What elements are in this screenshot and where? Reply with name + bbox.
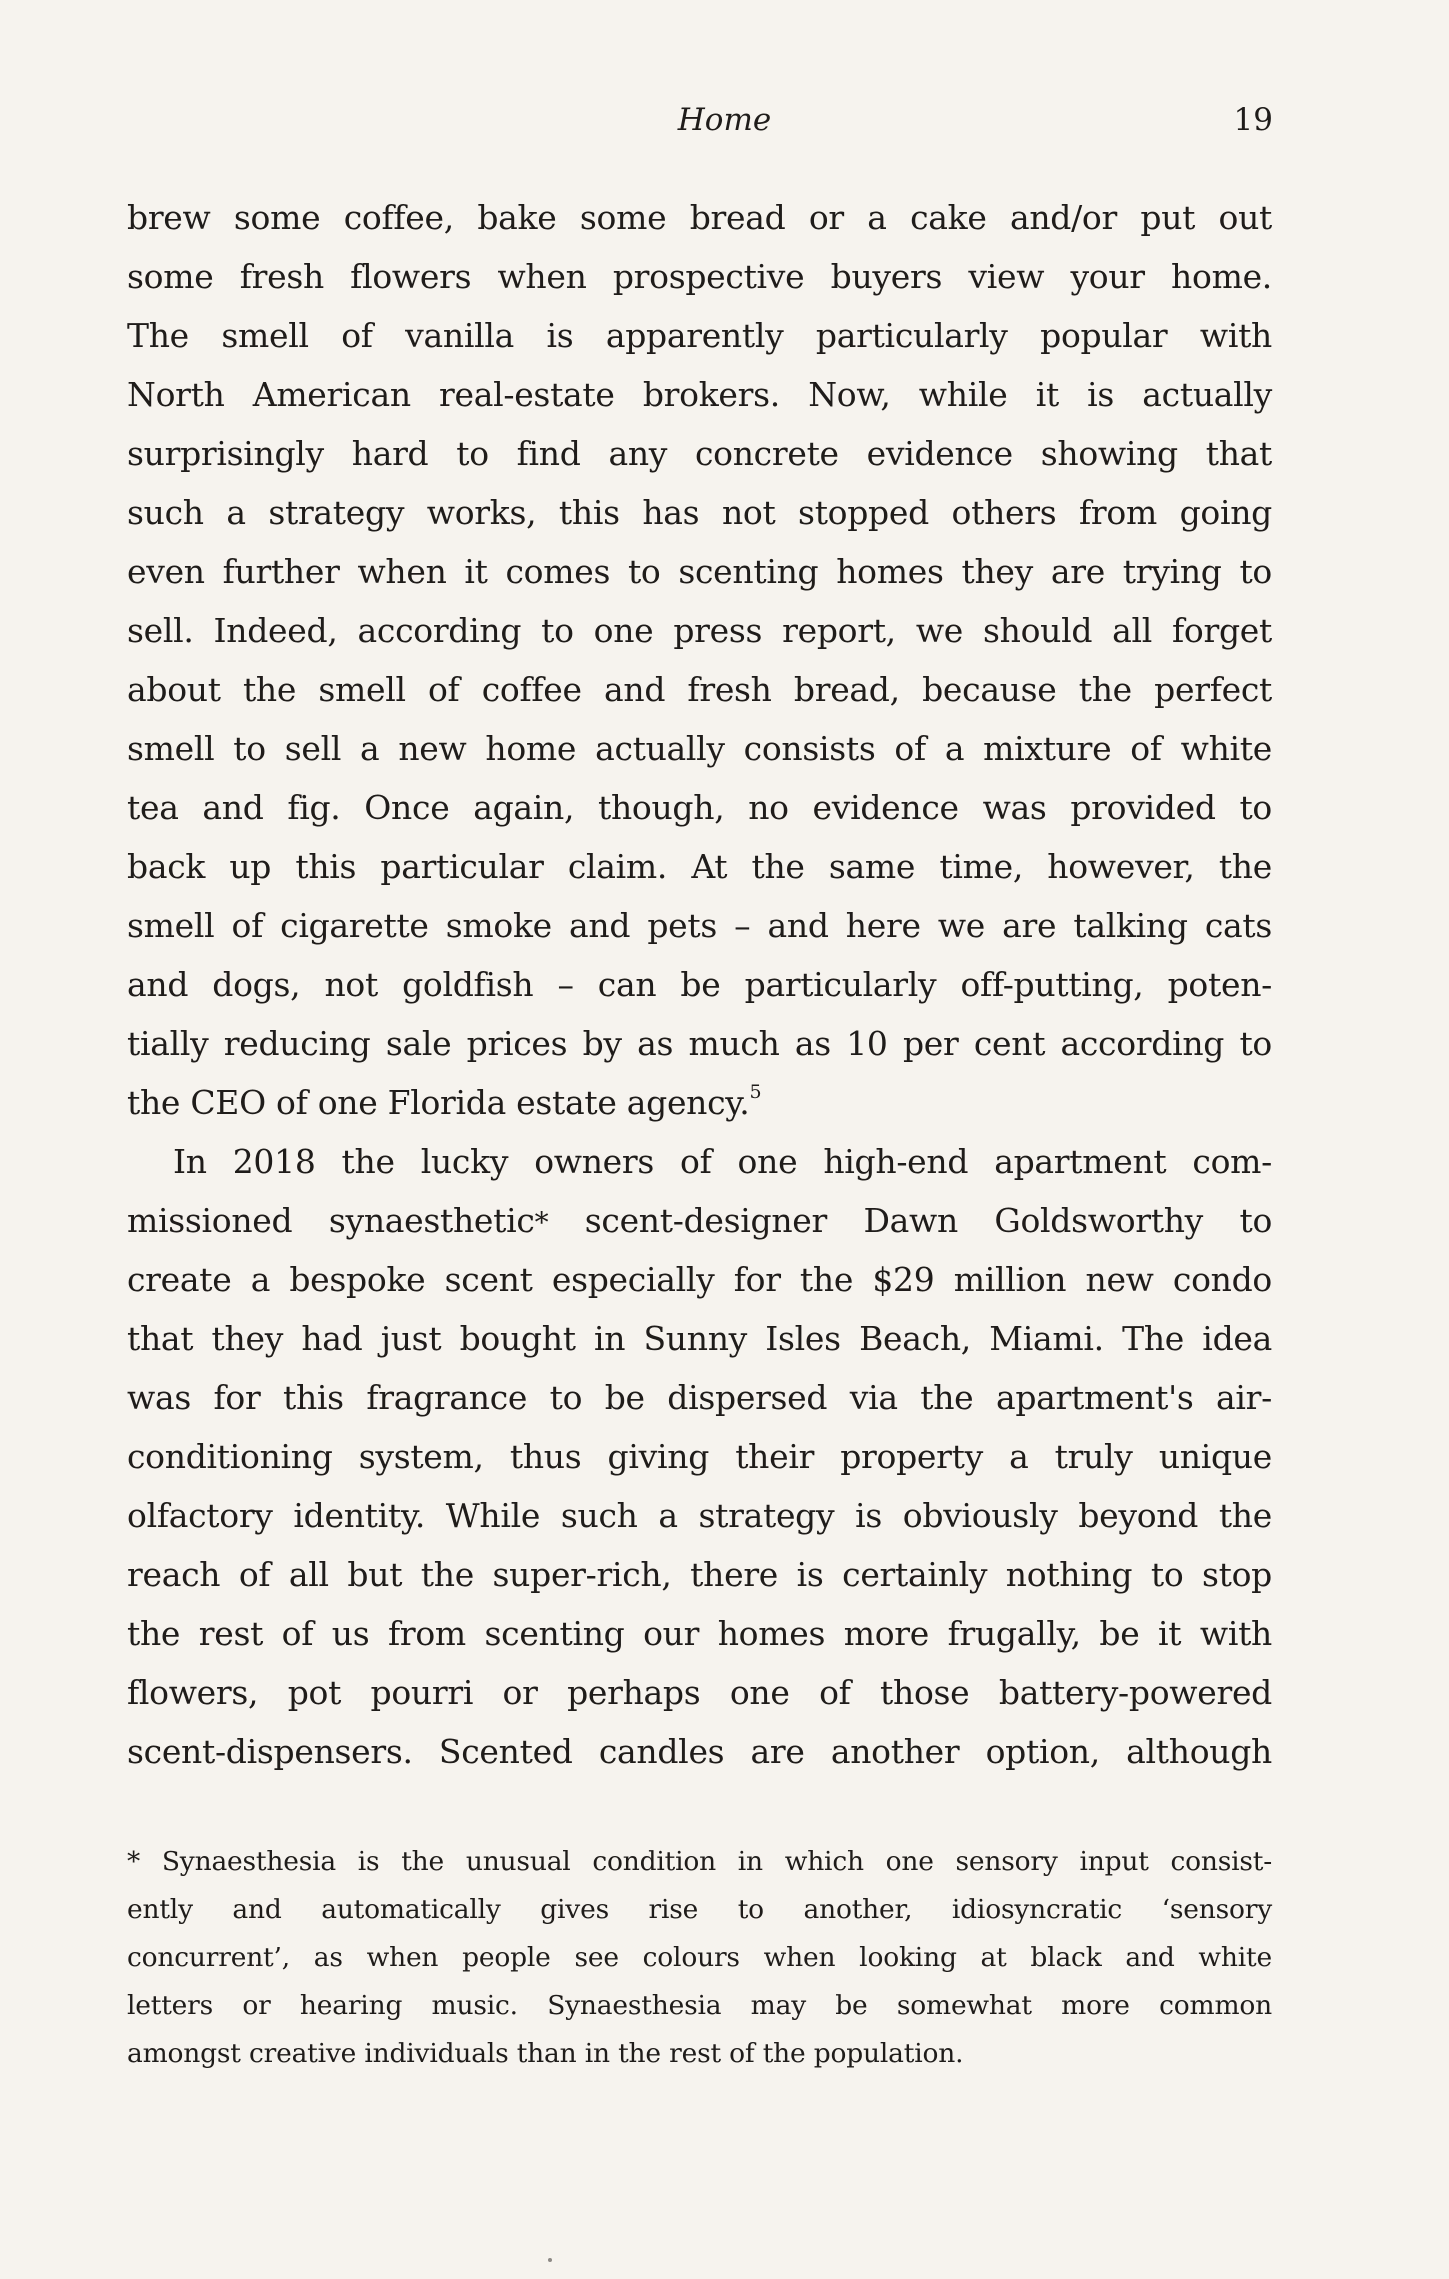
body-line: even further when it comes to scenting homes they are trying to <box>127 552 1272 591</box>
body-line: that they had just bought in Sunny Isles Beach, Miami. The idea <box>127 1319 1272 1358</box>
body-line-with-footnote-ref <box>127 1191 1272 1250</box>
body-line: sell. Indeed, according to one press report, we should all forget <box>127 611 1272 650</box>
body-line: some fresh flowers when prospective buyers view your home. <box>127 257 1272 296</box>
footnote <box>127 1838 1272 2078</box>
body-line: the rest of us from scenting our homes more frugally, be it with <box>127 1614 1272 1653</box>
footnote-line: ently and automatically gives rise to another, idiosyncratic ‘sensory <box>127 1894 1272 1925</box>
footnote-marker: * <box>127 1846 141 1877</box>
body-line-text: missioned synaesthetic <box>127 1201 535 1240</box>
body-line: smell of cigarette smoke and pets – and here we are talking cats <box>127 906 1272 945</box>
scan-speck <box>548 2258 552 2262</box>
body-line: The smell of vanilla is apparently particularly popular with <box>127 316 1272 355</box>
body-line: about the smell of coffee and fresh bread, because the perfect <box>127 670 1272 709</box>
body-line-text: scent-designer Dawn Goldsworthy to <box>548 1201 1273 1240</box>
body-line: create a bespoke scent especially for the $29 million new condo <box>127 1260 1272 1299</box>
body-line: and dogs, not goldfish – can be particularly off-putting, poten- <box>127 965 1272 1004</box>
body-line: reach of all but the super-rich, there is certainly nothing to stop <box>127 1555 1272 1594</box>
running-head-title: Home <box>677 102 772 138</box>
body-line: was for this fragrance to be dispersed via the apartment's air- <box>127 1378 1272 1417</box>
body-line: tea and fig. Once again, though, no evidence was provided to <box>127 788 1272 827</box>
body-line: back up this particular claim. At the same time, however, the <box>127 847 1272 886</box>
body-line: flowers, pot pourri or perhaps one of those battery-powered <box>127 1673 1272 1712</box>
body-line: olfactory identity. While such a strategy is obviously beyond the <box>127 1496 1272 1535</box>
body-line: North American real-estate brokers. Now, while it is actually <box>127 375 1272 414</box>
body-line-text: the CEO of one Florida estate agency. <box>127 1083 750 1122</box>
body-line: surprisingly hard to find any concrete evidence showing that <box>127 434 1272 473</box>
body-text <box>127 188 1272 1781</box>
footnote-reference: * <box>534 1206 549 1239</box>
footnote-line: letters or hearing music. Synaesthesia may be somewhat more common <box>127 1990 1272 2021</box>
body-line: tially reducing sale prices by as much as 10 per cent according to <box>127 1024 1272 1063</box>
body-line-paragraph-start: In 2018 the lucky owners of one high-end apartment com- <box>173 1142 1272 1181</box>
footnote-line: concurrent’, as when people see colours when looking at black and white <box>127 1942 1272 1973</box>
body-line-paragraph-end <box>127 1073 1272 1132</box>
endnote-reference: 5 <box>749 1081 762 1103</box>
footnote-line <box>127 1838 1272 1886</box>
footnote-line: amongst creative individuals than in the rest of the population. <box>127 2038 964 2069</box>
running-head <box>0 96 1449 144</box>
body-line: brew some coffee, bake some bread or a cake and/or put out <box>127 198 1272 237</box>
body-line: conditioning system, thus giving their property a truly unique <box>127 1437 1272 1476</box>
body-line: scent-dispensers. Scented candles are another option, although <box>127 1732 1272 1771</box>
page-number: 19 <box>1233 102 1273 138</box>
body-line: smell to sell a new home actually consists of a mixture of white <box>127 729 1272 768</box>
body-line: such a strategy works, this has not stopped others from going <box>127 493 1272 532</box>
footnote-line-text: Synaesthesia is the unusual condition in which one sensory input consist- <box>140 1846 1272 1877</box>
